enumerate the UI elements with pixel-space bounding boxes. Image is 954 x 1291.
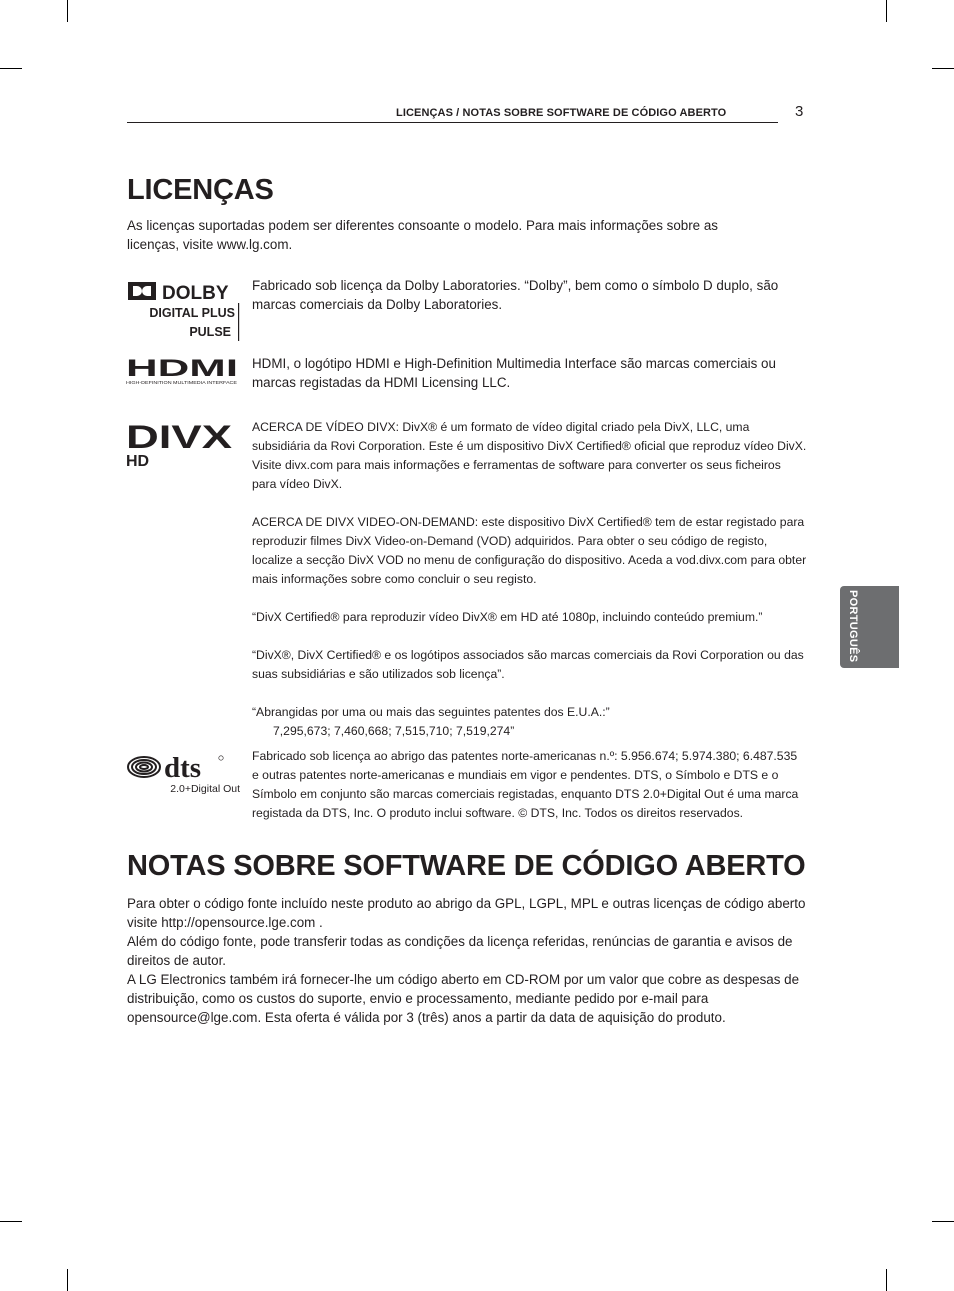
oss-paragraph-2: Além do código fonte, pode transferir todas as condições da licença referidas, renúncias de garantia e avisos de direitos de autor. xyxy=(127,934,793,969)
language-tab xyxy=(840,586,899,668)
divx-patents-intro: “Abrangidas por uma ou mais das seguintes patentes dos E.U.A.:” xyxy=(252,705,610,719)
dolby-text: Fabricado sob licença da Dolby Laboratories. “Dolby”, bem como o símbolo D duplo, são marcas comerciais da Dolby Laboratories. xyxy=(252,278,779,313)
oss-title: NOTAS SOBRE SOFTWARE DE CÓDIGO ABERTO xyxy=(127,850,806,882)
licencas-intro: As licenças suportadas podem ser diferentes consoante o modelo. Para mais informações sobre as licenças, visite www.lg.com. xyxy=(127,218,718,253)
divx-certified-quote: “DivX Certified® para reproduzir vídeo DivX® em HD até 1080p, incluindo conteúdo premium.” xyxy=(252,610,763,624)
hdmi-logo-tag: HIGH-DEFINITION MULTIMEDIA INTERFACE xyxy=(126,380,237,385)
crop-mark xyxy=(67,0,68,22)
divx-about-video: ACERCA DE VÍDEO DIVX: DivX® é um formato de vídeo digital criado pela DivX, LLC, uma subsidiária da Rovi Corporation. Este é um dispositivo DivX Certified® oficial que reproduz vídeo DivX. Visite divx.com para mais informações e ferramentas de software para converter os seus ficheiros para vídeo DivX. xyxy=(252,420,807,491)
hdmi-logo xyxy=(126,356,242,386)
hdmi-logo-word: HDMI xyxy=(126,356,238,382)
dts-text: Fabricado sob licença ao abrigo das patentes norte-americanas n.º: 5.956.674; 5.974.380; 6.487.535 e outras patentes norte-americanas e mundiais em vigor e pendentes. DTS, o Símbolo e DTS e o Símbolo em conjunto são marcas comerciais registadas, enquanto DTS 2.0+Digital Out é uma marca registada da DTS, Inc. O produto inclui software. © DTS, Inc. Todos os direitos reservados. xyxy=(252,749,799,820)
divx-trademark-quote: “DivX®, DivX Certified® e os logótipos associados são marcas comerciais da Rovi Corporation ou das suas subsidiárias e são utilizados sob licença”. xyxy=(252,648,804,681)
divx-about-vod: ACERCA DE DIVX VIDEO-ON-DEMAND: este dispositivo DivX Certified® tem de estar registado para reproduzir filmes DivX Video-on-Demand (VOD) adquiridos. Para obter o seu código de registo, localize a secção DivX VOD no menu de configuração do dispositivo. Aceda a vod.divx.com para obter mais informações sobre como concluir o seu registo. xyxy=(252,515,807,586)
dolby-logo xyxy=(127,280,241,342)
crop-mark xyxy=(886,0,887,22)
crop-mark xyxy=(67,1269,68,1291)
header-rule xyxy=(127,122,778,123)
crop-mark xyxy=(0,68,22,69)
crop-mark xyxy=(932,68,954,69)
page-number: 3 xyxy=(795,103,804,120)
dolby-logo-word: DOLBY xyxy=(162,283,229,304)
oss-paragraph-3: A LG Electronics também irá fornecer-lhe um código aberto em CD-ROM por um valor que cobre as despesas de distribuição, como os custos do suporte, envio e processamento, mediante pedido por e-mail para opensource@lge.com. Esta oferta é válida por 3 (três) anos a partir da data de aquisição do produto. xyxy=(127,972,800,1026)
divx-logo-sub: HD xyxy=(126,453,150,468)
crop-mark xyxy=(886,1269,887,1291)
licencas-title: LICENÇAS xyxy=(127,174,274,206)
running-header: LICENÇAS / NOTAS SOBRE SOFTWARE DE CÓDIGO ABERTO xyxy=(396,107,727,119)
crop-mark xyxy=(932,1221,954,1222)
divx-logo xyxy=(126,420,242,468)
dts-logo-word: dts xyxy=(164,752,202,784)
divx-logo-word: DIVX xyxy=(126,420,233,455)
dolby-logo-line2: DIGITAL PLUS xyxy=(149,306,235,320)
hdmi-text: HDMI, o logótipo HDMI e High-Definition Multimedia Interface são marcas comerciais ou marcas registadas da HDMI Licensing LLC. xyxy=(252,356,776,391)
dolby-logo-line3: PULSE xyxy=(189,325,231,339)
oss-paragraph-1: Para obter o código fonte incluído neste produto ao abrigo da GPL, LGPL, MPL e outras licenças de código aberto visite http://opensource.lge.com . xyxy=(127,896,806,931)
language-tab-label: PORTUGUÊS xyxy=(847,590,859,663)
dts-logo-sub: 2.0+Digital Out xyxy=(170,783,240,795)
dts-logo xyxy=(126,752,244,796)
divx-patents-list: 7,295,673; 7,460,668; 7,515,710; 7,519,274” xyxy=(273,724,515,738)
crop-mark xyxy=(0,1221,22,1222)
